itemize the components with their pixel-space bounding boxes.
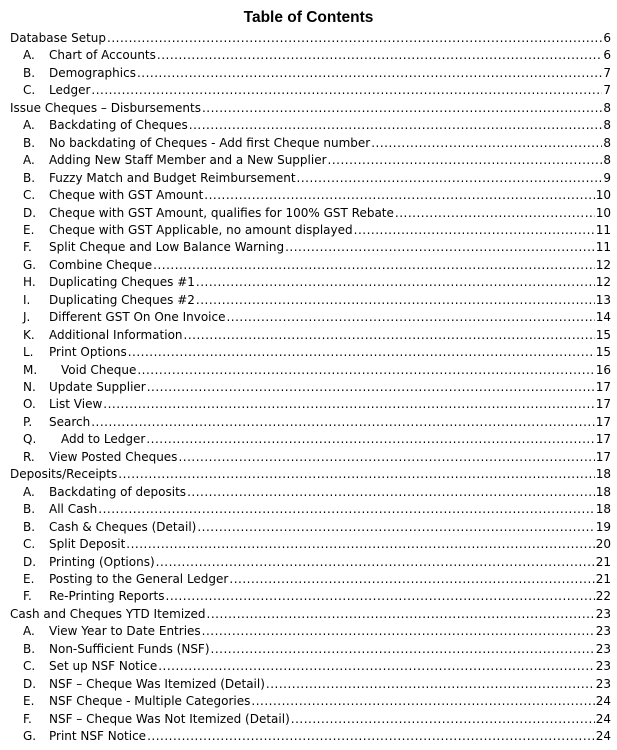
toc-page-number: 22 <box>595 589 611 604</box>
toc-subentry[interactable] <box>23 641 611 659</box>
toc-entry-text: Cheque with GST Applicable, no amount displayed <box>49 222 353 237</box>
toc-page-number: 10 <box>595 188 611 203</box>
toc-entry-text: Set up NSF Notice <box>49 659 158 674</box>
toc-page-number: 19 <box>595 519 611 534</box>
toc-page-number: 10 <box>595 205 611 220</box>
toc-dot-leader <box>157 47 602 65</box>
toc-page-number: 13 <box>595 292 611 307</box>
toc-entry-text: Printing (Options) <box>49 554 155 569</box>
toc-entry-letter: L. <box>23 345 34 360</box>
toc-dot-leader <box>354 222 595 240</box>
toc-dot-leader <box>211 641 595 659</box>
toc-subentry[interactable] <box>23 501 611 519</box>
toc-entry-text: Combine Cheque <box>49 257 153 272</box>
toc-entry-letter: I. <box>23 292 31 307</box>
toc-entry-letter: N. <box>23 380 36 394</box>
toc-subentry[interactable] <box>23 152 611 170</box>
toc-entry-letter: E. <box>23 571 35 586</box>
toc-entry-letter: F. <box>23 711 32 726</box>
toc-dot-leader <box>156 554 595 572</box>
toc-entry-letter: D. <box>23 205 37 220</box>
toc-entry-text: Posting to the General Ledger <box>49 571 229 586</box>
toc-dot-leader <box>266 676 595 694</box>
toc-entry-text: Split Deposit <box>49 537 126 552</box>
toc-page-number: 6 <box>603 31 611 45</box>
toc-page-number: 17 <box>595 432 611 447</box>
toc-subentry[interactable] <box>23 257 611 275</box>
toc-subentry[interactable] <box>23 82 611 100</box>
toc-entry-letter: E. <box>23 222 35 237</box>
toc-entry-text: Backdating of Cheques <box>49 118 188 133</box>
toc-entry-text: Void Cheque <box>61 362 137 377</box>
toc-dot-leader <box>103 396 594 414</box>
toc-dot-leader <box>197 519 594 537</box>
toc-entry-letter: A. <box>23 484 35 499</box>
toc-subentry[interactable] <box>23 728 611 746</box>
toc-entry-letter: M. <box>23 362 38 377</box>
toc-subentry[interactable] <box>23 693 611 711</box>
toc-subentry[interactable] <box>23 536 611 554</box>
toc-entry-text: Cash and Cheques YTD Itemized <box>10 606 206 621</box>
toc-dot-leader <box>291 711 595 729</box>
toc-page-number: 11 <box>595 240 611 255</box>
toc-page-number: 23 <box>595 641 611 656</box>
toc-entry-text: Cheque with GST Amount <box>49 188 204 203</box>
toc-entry-letter: E. <box>23 694 35 709</box>
toc-dot-leader <box>126 536 594 554</box>
toc-dot-leader <box>226 309 594 327</box>
toc-entry-text: Chart of Accounts <box>49 48 156 63</box>
toc-section-entry[interactable] <box>10 100 611 118</box>
toc-page-number: 18 <box>595 502 611 517</box>
toc-dot-leader <box>184 327 595 345</box>
toc-entry-text: Print NSF Notice <box>49 729 147 743</box>
toc-dot-leader <box>91 82 602 100</box>
toc-subentry[interactable] <box>23 379 611 397</box>
toc-subentry[interactable] <box>23 274 611 292</box>
toc-entry-letter: A. <box>23 48 35 63</box>
toc-dot-leader <box>285 239 595 257</box>
toc-page-number: 24 <box>595 694 611 709</box>
toc-entry-letter: F. <box>23 589 32 604</box>
toc-page-number: 20 <box>595 537 611 552</box>
toc-entry-letter: F. <box>23 240 32 255</box>
toc-entry-letter: R. <box>23 449 35 464</box>
toc-page-number: 23 <box>595 659 611 674</box>
toc-entry-letter: C. <box>23 188 36 203</box>
toc-page-number: 17 <box>595 414 611 429</box>
toc-subentry[interactable] <box>23 292 611 310</box>
toc-subentry[interactable] <box>23 170 611 188</box>
toc-dot-leader <box>202 623 595 641</box>
toc-dot-leader <box>128 344 595 362</box>
toc-entry-text: Fuzzy Match and Budget Reimbursement <box>49 170 296 185</box>
toc-page-number: 7 <box>603 83 611 98</box>
toc-entry-letter: D. <box>23 554 37 569</box>
toc-subentry[interactable] <box>23 711 611 729</box>
toc-page-number: 15 <box>595 327 611 342</box>
toc-subentry[interactable] <box>23 187 611 205</box>
toc-page-number: 8 <box>603 118 611 133</box>
toc-page-number: 15 <box>595 345 611 360</box>
toc-subentry[interactable] <box>23 396 611 414</box>
toc-dot-leader <box>137 362 594 380</box>
toc-subentry[interactable] <box>23 623 611 641</box>
toc-page-number: 12 <box>595 257 611 272</box>
toc-entry-text: No backdating of Cheques - Add first Cheque number <box>49 135 371 150</box>
toc-page-number: 18 <box>595 467 611 482</box>
toc-dot-leader <box>251 693 594 711</box>
toc-page-number: 8 <box>603 100 611 115</box>
toc-section-entry[interactable] <box>10 606 611 624</box>
toc-dot-leader <box>147 379 595 397</box>
toc-page-number: 24 <box>595 729 611 743</box>
toc-page-number: 18 <box>595 484 611 499</box>
toc-subentry[interactable] <box>23 484 611 502</box>
toc-page-number: 17 <box>595 397 611 412</box>
toc-entry-letter: J. <box>23 310 31 325</box>
toc-dot-leader <box>371 135 602 153</box>
toc-page-number: 14 <box>595 310 611 325</box>
toc-entry-letter: Q. <box>23 432 37 447</box>
toc-entry-text: NSF Cheque - Multiple Categories <box>49 694 251 709</box>
toc-entry-letter: B. <box>23 65 36 80</box>
toc-subentry[interactable] <box>23 309 611 327</box>
toc-entry-letter: C. <box>23 83 36 98</box>
toc-dot-leader <box>158 658 595 676</box>
toc-subentry[interactable] <box>23 658 611 676</box>
toc-page-number: 7 <box>603 65 611 80</box>
toc-entry-text: Non-Sufficient Funds (NSF) <box>49 641 210 656</box>
toc-entry-letter: B. <box>23 641 36 656</box>
toc-dot-leader <box>328 152 603 170</box>
toc-dot-leader <box>204 187 594 205</box>
toc-dot-leader <box>196 274 595 292</box>
toc-dot-leader <box>137 65 602 83</box>
toc-title: Table of Contents <box>243 9 374 26</box>
toc-subentry[interactable] <box>23 414 611 432</box>
toc-entry-text: Re-Printing Reports <box>49 589 165 604</box>
toc-subentry[interactable] <box>23 222 611 240</box>
toc-dot-leader <box>196 292 595 310</box>
toc-dot-leader <box>153 257 595 275</box>
toc-dot-leader <box>98 501 594 519</box>
toc-entry-text: Split Cheque and Low Balance Warning <box>49 240 285 255</box>
toc-page-number: 8 <box>603 153 611 168</box>
toc-page-number: 21 <box>595 571 611 586</box>
toc-subentry[interactable] <box>23 431 611 449</box>
toc-page-number: 23 <box>595 676 611 691</box>
toc-page-number: 21 <box>595 554 611 569</box>
toc-dot-leader <box>187 484 595 502</box>
toc-entry-letter: B. <box>23 502 36 517</box>
toc-dot-leader <box>207 606 595 624</box>
toc-entry-text: Issue Cheques – Disbursements <box>10 100 201 115</box>
toc-entry-text: Different GST On One Invoice <box>49 310 226 325</box>
toc-dot-leader <box>189 117 603 135</box>
toc-entry-letter: B. <box>23 519 36 534</box>
toc-subentry[interactable] <box>23 47 611 65</box>
toc-dot-leader <box>147 728 595 746</box>
toc-entry-text: Cheque with GST Amount, qualifies for 100% GST Rebate <box>49 205 394 220</box>
toc-entry-letter: G. <box>23 729 37 743</box>
toc-entry-letter: A. <box>23 153 35 168</box>
toc-subentry[interactable] <box>23 571 611 589</box>
toc-dot-leader <box>107 30 602 48</box>
toc-page-number: 12 <box>595 275 611 290</box>
toc-entry-letter: A. <box>23 624 35 639</box>
toc-page-number: 9 <box>603 170 611 185</box>
toc-entry-text: Search <box>49 414 91 429</box>
toc-subentry[interactable] <box>23 65 611 83</box>
toc-subentry[interactable] <box>23 588 611 606</box>
toc-subentry[interactable] <box>23 676 611 694</box>
toc-dot-leader <box>395 205 595 223</box>
toc-subentry[interactable] <box>23 344 611 362</box>
toc-entry-text: View Year to Date Entries <box>49 624 201 639</box>
toc-entry-text: NSF – Cheque Was Itemized (Detail) <box>49 676 265 691</box>
toc-dot-leader <box>229 571 594 589</box>
toc-dot-leader <box>178 449 594 467</box>
toc-dot-leader <box>118 466 594 484</box>
toc-page-number: 8 <box>603 135 611 150</box>
toc-entry-text: Adding New Staff Member and a New Supplier <box>49 153 327 168</box>
toc-page-number: 6 <box>603 48 611 63</box>
toc-entry-letter: C. <box>23 537 36 552</box>
toc-dot-leader <box>146 431 594 449</box>
toc-section-entry[interactable] <box>10 30 611 48</box>
toc-entry-letter: P. <box>23 414 33 429</box>
toc-entry-text: All Cash <box>49 502 98 517</box>
toc-entry-text: Add to Ledger <box>61 432 146 447</box>
toc-subentry[interactable] <box>23 205 611 223</box>
toc-entry-text: List View <box>49 397 103 412</box>
toc-entry-text: Print Options <box>49 345 127 360</box>
toc-entry-text: Deposits/Receipts <box>10 467 118 482</box>
toc-entry-letter: A. <box>23 118 35 133</box>
toc-entry-letter: G. <box>23 257 37 272</box>
toc-entry-letter: D. <box>23 676 37 691</box>
toc-subentry[interactable] <box>23 239 611 257</box>
toc-subentry[interactable] <box>23 135 611 153</box>
toc-page-number: 23 <box>595 606 611 621</box>
toc-page-number: 11 <box>595 222 611 237</box>
toc-entry-letter: O. <box>23 397 36 412</box>
toc-entry-letter: B. <box>23 170 36 185</box>
toc-dot-leader <box>166 588 595 606</box>
toc-subentry[interactable] <box>23 449 611 467</box>
toc-entry-text: Additional Information <box>49 327 183 342</box>
toc-page-number: 23 <box>595 624 611 639</box>
toc-dot-leader <box>91 414 594 432</box>
toc-entry-text: Database Setup <box>10 31 106 45</box>
toc-subentry[interactable] <box>23 327 611 345</box>
toc-entry-text: Cash & Cheques (Detail) <box>49 519 197 534</box>
toc-entry-letter: H. <box>23 275 36 290</box>
toc-subentry[interactable] <box>23 519 611 537</box>
toc-section-entry[interactable] <box>10 466 611 484</box>
toc-entry-text: Ledger <box>49 83 91 98</box>
toc-entry-text: NSF – Cheque Was Not Itemized (Detail) <box>49 711 290 726</box>
toc-subentry[interactable] <box>23 362 611 380</box>
toc-subentry[interactable] <box>23 117 611 135</box>
toc-entry-letter: K. <box>23 327 35 342</box>
toc-subentry[interactable] <box>23 554 611 572</box>
toc-entry-text: View Posted Cheques <box>49 449 178 464</box>
toc-page-number: 17 <box>595 449 611 464</box>
toc-entry-text: Demographics <box>49 65 136 80</box>
toc-entry-text: Update Supplier <box>49 380 146 394</box>
toc-entry-text: Backdating of deposits <box>49 484 187 499</box>
toc-entry-text: Duplicating Cheques #1 <box>49 275 195 290</box>
toc-page-number: 24 <box>595 711 611 726</box>
toc-entry-text: Duplicating Cheques #2 <box>49 292 195 307</box>
toc-dot-leader <box>202 100 602 118</box>
toc-dot-leader <box>297 170 603 188</box>
toc-entry-letter: B. <box>23 135 36 150</box>
toc-entry-letter: C. <box>23 659 36 674</box>
toc-page-number: 16 <box>595 362 611 377</box>
toc-page-number: 17 <box>595 380 611 394</box>
